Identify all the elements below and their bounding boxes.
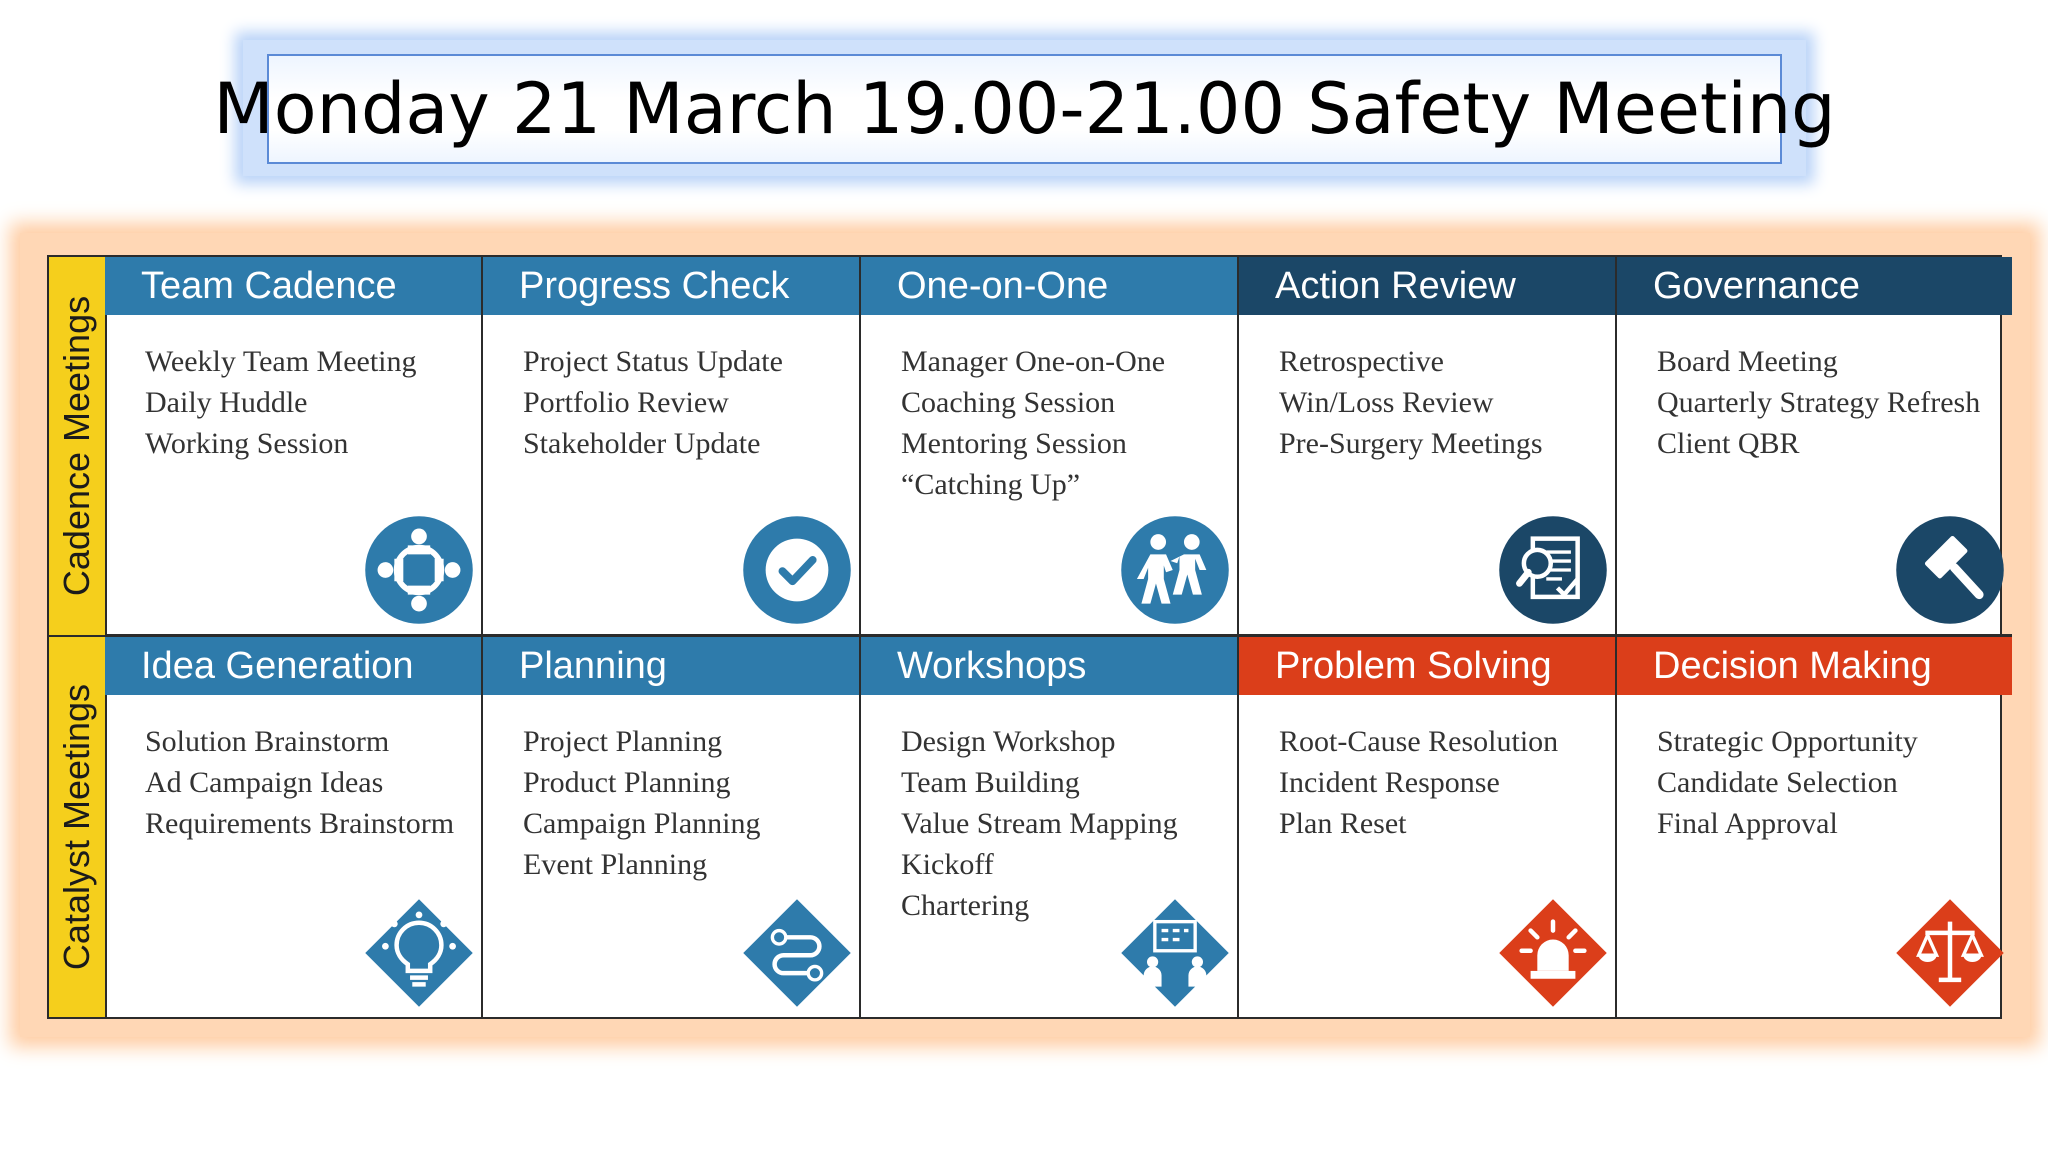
list-item: Campaign Planning: [523, 807, 761, 840]
cell-header: Progress Check: [483, 257, 859, 315]
cell-header: Action Review: [1239, 257, 1615, 315]
meeting-cell: [105, 257, 483, 637]
cell-header: Governance: [1617, 257, 2012, 315]
list-item: Design Workshop: [901, 725, 1116, 758]
list-item: Client QBR: [1657, 427, 1800, 460]
list-item: Strategic Opportunity: [1657, 725, 1918, 758]
cell-header: Planning: [483, 637, 859, 695]
list-item: Value Stream Mapping: [901, 807, 1178, 840]
list-item: Quarterly Strategy Refresh: [1657, 386, 1981, 419]
gavel-icon: [1894, 514, 2006, 626]
checkmark-icon: [741, 514, 853, 626]
list-item: Plan Reset: [1279, 807, 1407, 840]
list-item: Chartering: [901, 889, 1030, 922]
cell-header: Workshops: [861, 637, 1237, 695]
cell-header: Problem Solving: [1239, 637, 1615, 695]
row-label-text: Catalyst Meetings: [56, 683, 97, 971]
row-label-text: Cadence Meetings: [56, 295, 97, 597]
row-label-catalyst: [49, 637, 107, 1017]
flow-path-icon: [741, 897, 853, 1009]
row-label-cadence: [49, 257, 107, 637]
cell-header: Decision Making: [1617, 637, 2012, 695]
list-item: Product Planning: [523, 766, 731, 799]
meeting-cell: [1239, 257, 1617, 637]
list-item: “Catching Up”: [901, 468, 1081, 501]
title-banner: [213, 54, 1836, 164]
list-item: Mentoring Session: [901, 427, 1127, 460]
list-item: Event Planning: [523, 848, 708, 881]
meeting-matrix: [47, 255, 2002, 1019]
list-item: Pre-Surgery Meetings: [1279, 427, 1543, 460]
cell-item-list: [861, 341, 1237, 505]
list-item: Portfolio Review: [523, 386, 729, 419]
list-item: Kickoff: [901, 848, 994, 881]
meeting-cell: [1617, 257, 2012, 637]
meeting-cell: [1239, 637, 1617, 1017]
list-item: Solution Brainstorm: [145, 725, 390, 758]
cell-item-list: [105, 341, 481, 464]
cell-item-list: [1617, 721, 2012, 844]
list-item: Final Approval: [1657, 807, 1838, 840]
meeting-cell: [483, 637, 861, 1017]
list-item: Requirements Brainstorm: [145, 807, 455, 840]
meeting-cell: [861, 257, 1239, 637]
whiteboard-icon: [1119, 897, 1231, 1009]
list-item: Team Building: [901, 766, 1080, 799]
list-item: Working Session: [145, 427, 349, 460]
alarm-light-icon: [1497, 897, 1609, 1009]
cell-header: Team Cadence: [105, 257, 481, 315]
cell-item-list: [483, 721, 859, 885]
cell-header: One-on-One: [861, 257, 1237, 315]
cell-item-list: [1239, 341, 1615, 464]
meeting-cell: [105, 637, 483, 1017]
list-item: Project Status Update: [523, 345, 783, 378]
page-title: Monday 21 March 19.00-21.00 Safety Meeting: [213, 68, 1836, 150]
lightbulb-icon: [363, 897, 475, 1009]
list-item: Win/Loss Review: [1279, 386, 1494, 419]
list-item: Root-Cause Resolution: [1279, 725, 1559, 758]
list-item: Board Meeting: [1657, 345, 1838, 378]
meeting-cell: [861, 637, 1239, 1017]
list-item: Coaching Session: [901, 386, 1116, 419]
team-circle-icon: [363, 514, 475, 626]
list-item: Weekly Team Meeting: [145, 345, 417, 378]
list-item: Project Planning: [523, 725, 723, 758]
two-people-icon: [1119, 514, 1231, 626]
list-item: Retrospective: [1279, 345, 1444, 378]
list-item: Daily Huddle: [145, 386, 308, 419]
meeting-cell: [483, 257, 861, 637]
meeting-cell: [1617, 637, 2012, 1017]
list-item: Manager One-on-One: [901, 345, 1166, 378]
list-item: Stakeholder Update: [523, 427, 761, 460]
list-item: Incident Response: [1279, 766, 1500, 799]
cell-item-list: [483, 341, 859, 464]
cell-item-list: [861, 721, 1237, 926]
cell-item-list: [1617, 341, 2012, 464]
cell-item-list: [105, 721, 481, 844]
scales-icon: [1894, 897, 2006, 1009]
list-item: Candidate Selection: [1657, 766, 1898, 799]
document-search-icon: [1497, 514, 1609, 626]
cell-item-list: [1239, 721, 1615, 844]
list-item: Ad Campaign Ideas: [145, 766, 384, 799]
cell-header: Idea Generation: [105, 637, 481, 695]
